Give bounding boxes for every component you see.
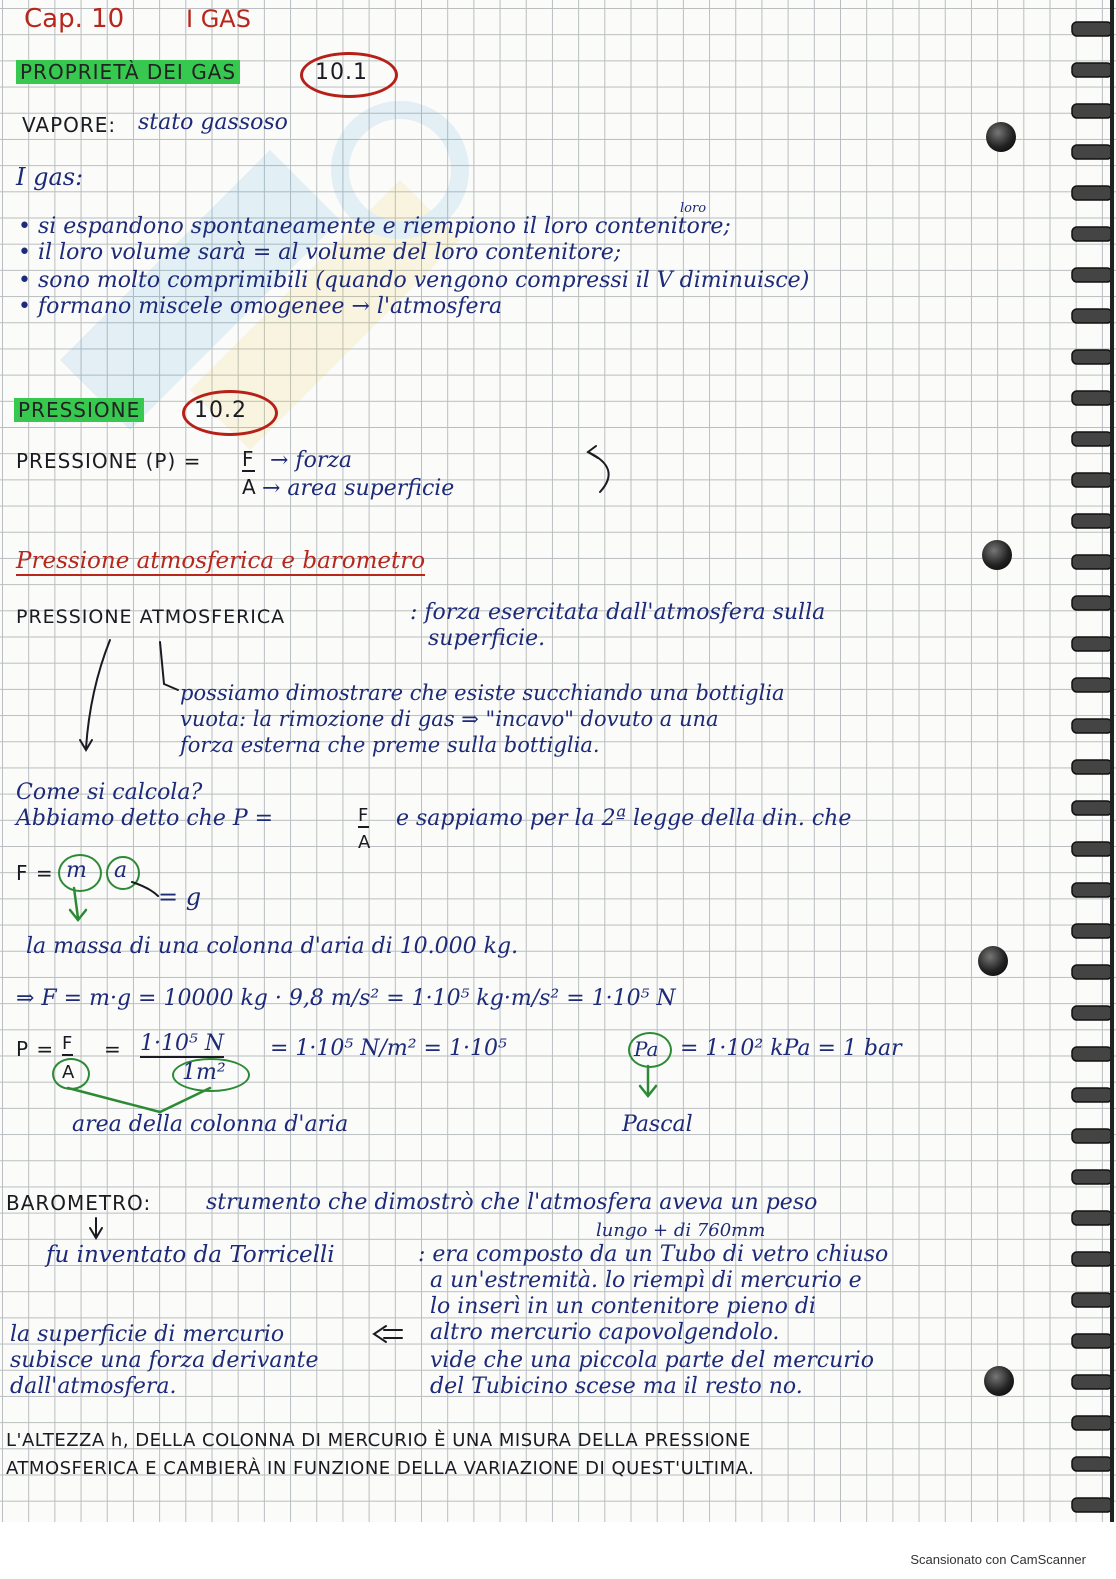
spiral-ring [1072, 1457, 1112, 1471]
spiral-ring [1072, 1088, 1112, 1102]
atmospheric-pressure-definition: : forza esercitata dall'atmosfera sulla [410, 600, 826, 625]
spiral-ring [1072, 514, 1112, 528]
force-eq: F = [16, 861, 54, 885]
spiral-ring [1072, 1129, 1112, 1143]
torricelli-line-1: : era composto da un Tubo di vetro chiuso [418, 1242, 889, 1267]
p2-numerator: 1·10⁵ N [140, 1031, 225, 1056]
mercury-surface-1: la superficie di mercurio [10, 1322, 285, 1347]
scanner-watermark: Scansionato con CamScanner [910, 1552, 1086, 1567]
pressure-calc-end: = 1·10² kPa = 1 bar [680, 1036, 902, 1061]
barometer-label: BAROMETRO: [6, 1191, 152, 1215]
torricelli-line-3: lo inserì in un contenitore pieno di [430, 1294, 816, 1319]
spiral-ring [1072, 22, 1112, 36]
spiral-ring [1072, 268, 1112, 282]
demo-line-1: possiamo dimostrare che esiste succhiando una bottiglia [180, 681, 785, 705]
second-law-text: e sappiamo per la 2ª legge della din. che [396, 806, 852, 831]
abbiamo-denominator: A [358, 832, 372, 853]
igas-heading: I gas: [16, 163, 84, 191]
bullet-mixtures: • formano miscele omogenee → l'atmosfera [18, 294, 503, 319]
pressure-denominator: A [242, 475, 257, 499]
force-calculation: ⇒ F = m·g = 10000 kg · 9,8 m/s² = 1·10⁵ kg·m/s² = 1·10⁵ N [16, 986, 676, 1011]
spiral-ring [1072, 350, 1112, 364]
chapter-topic: I GAS [186, 5, 251, 33]
atmospheric-pressure-label: PRESSIONE ATMOSFERICA [16, 606, 286, 628]
pressure-eq-label: P = [16, 1037, 55, 1061]
subsection-title-atmospheric: Pressione atmosferica e barometro [16, 548, 426, 574]
spiral-ring [1072, 1211, 1112, 1225]
accel-is-g: = g [158, 883, 202, 911]
mercury-surface-2: subisce una forza derivante [10, 1348, 319, 1373]
equals-sign: = [104, 1037, 122, 1061]
spiral-ring [1072, 1293, 1112, 1307]
spiral-ring [1072, 473, 1112, 487]
spiral-ring [1072, 1416, 1112, 1430]
spiral-ring [1072, 1006, 1112, 1020]
torricelli-line-5: vide che una piccola parte del mercurio [430, 1348, 875, 1373]
pressure-area-note: → area superficie [262, 476, 455, 501]
demo-line-2: vuota: la rimozione di gas ⇒ "incavo" dovuto a una [180, 707, 719, 731]
spiral-ring [1072, 309, 1112, 323]
conclusion-line-2: ATMOSFERICA E CAMBIERÀ IN FUNZIONE DELLA VARIAZIONE DI QUEST'ULTIMA. [6, 1458, 755, 1479]
spiral-ring [1072, 1375, 1112, 1389]
vapore-label: VAPORE: [22, 113, 117, 137]
torricelli-invented: fu inventato da Torricelli [46, 1242, 335, 1268]
torricelli-line-4: altro mercurio capovolgendolo. [430, 1320, 780, 1345]
spiral-ring [1072, 104, 1112, 118]
bullet1-insertion: loro [680, 201, 707, 216]
abbiamo-numerator: F [358, 805, 370, 826]
punch-hole [986, 122, 1016, 152]
section-title-gas-properties: PROPRIETÀ DEI GAS [16, 58, 240, 86]
pressure-force-note: → forza [270, 448, 353, 473]
chapter-label: Cap. 10 [24, 4, 125, 34]
bullet-compressible: • sono molto comprimibili (quando vengono compressi il V diminuisce) [18, 268, 810, 293]
p-denominator: A [62, 1062, 76, 1083]
spiral-ring [1072, 227, 1112, 241]
punch-hole [978, 946, 1008, 976]
spiral-ring [1072, 760, 1112, 774]
bullet-expand: • si espandono spontaneamente e riempiono il loro contenitore; [18, 214, 731, 239]
spiral-ring [1072, 432, 1112, 446]
accel-symbol: a [114, 858, 128, 883]
spiral-ring [1072, 391, 1112, 405]
how-to-calculate: Come si calcola? [16, 780, 203, 805]
pressure-calc-mid: = 1·10⁵ N/m² = 1·10⁵ [270, 1036, 507, 1061]
barometer-definition: strumento che dimostrò che l'atmosfera aveva un peso [206, 1190, 818, 1215]
spiral-ring [1072, 924, 1112, 938]
atmospheric-pressure-definition-2: superficie. [428, 626, 546, 651]
section-badge-2: 10.2 [194, 398, 247, 423]
pressure-numerator: F [242, 447, 255, 471]
punch-hole [982, 540, 1012, 570]
spiral-ring [1072, 145, 1112, 159]
scan-bottom-margin [0, 1522, 1116, 1579]
spiral-ring [1072, 719, 1112, 733]
spiral-ring [1072, 596, 1112, 610]
spiral-binding [1058, 0, 1116, 1579]
spiral-ring [1072, 555, 1112, 569]
section-badge: 10.1 [315, 60, 368, 85]
mass-symbol: m [66, 858, 87, 883]
spiral-ring [1072, 63, 1112, 77]
spiral-ring [1072, 678, 1112, 692]
torricelli-line-2: a un'estremità. lo riempì di mercurio e [430, 1268, 862, 1293]
conclusion-line-1: L'ALTEZZA h, DELLA COLONNA DI MERCURIO È UNA MISURA DELLA PRESSIONE [6, 1430, 751, 1451]
spiral-ring [1072, 883, 1112, 897]
abbiamo-detto: Abbiamo detto che P = [16, 806, 274, 831]
vapore-text: stato gassoso [138, 110, 288, 135]
pascal-label: Pascal [622, 1112, 693, 1137]
torricelli-line-6: del Tubicino scese ma il resto no. [430, 1374, 803, 1399]
column-mass-text: la massa di una colonna d'aria di 10.000 kg. [26, 934, 519, 959]
tube-length-note: lungo + di 760mm [596, 1220, 766, 1241]
spiral-ring [1072, 637, 1112, 651]
spiral-ring [1072, 186, 1112, 200]
spiral-ring [1072, 965, 1112, 979]
demo-line-3: forza esterna che preme sulla bottiglia. [180, 733, 600, 757]
bullet-volume: • il loro volume sarà = al volume del loro contenitore; [18, 240, 622, 265]
p2-denominator: 1m² [182, 1060, 226, 1085]
pascal-symbol: Pa [634, 1037, 659, 1061]
column-area-label: area della colonna d'aria [72, 1112, 349, 1137]
p-numerator: F [62, 1033, 74, 1054]
section-title-pressure: PRESSIONE [14, 396, 144, 424]
spiral-ring [1072, 842, 1112, 856]
spiral-ring [1072, 1498, 1112, 1512]
spiral-ring [1072, 1334, 1112, 1348]
spiral-ring [1072, 1047, 1112, 1061]
pressure-formula-label: PRESSIONE (P) = [16, 449, 202, 473]
punch-hole [984, 1366, 1014, 1396]
mercury-surface-3: dall'atmosfera. [10, 1374, 177, 1399]
spiral-ring [1072, 1252, 1112, 1266]
spiral-ring [1072, 801, 1112, 815]
spiral-ring [1072, 1170, 1112, 1184]
